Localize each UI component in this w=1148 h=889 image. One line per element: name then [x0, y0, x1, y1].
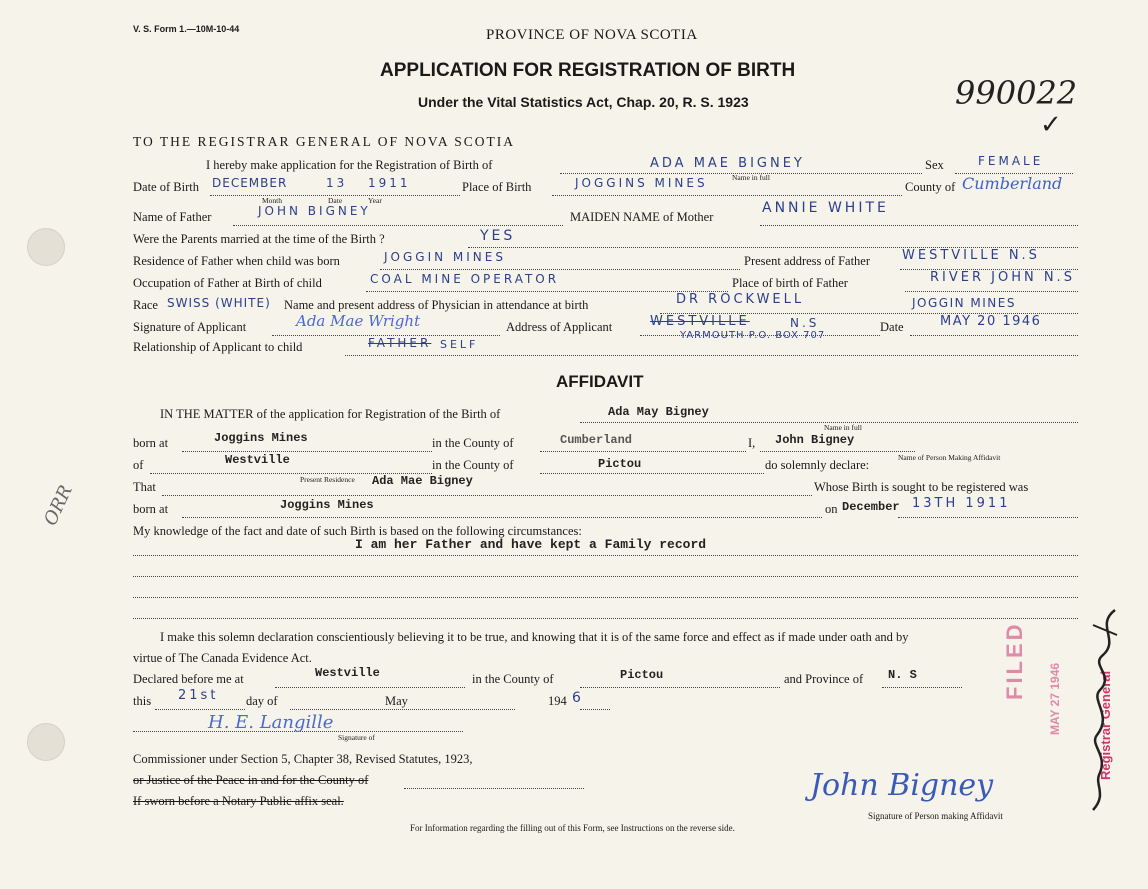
declarant-caption: Name of Person Making Affidavit — [898, 453, 1001, 462]
declared-month: May — [385, 694, 408, 708]
page-title: APPLICATION FOR REGISTRATION OF BIRTH — [380, 60, 796, 81]
residence-value: JOGGIN MINES — [384, 250, 506, 264]
county-value-2: Pictou — [598, 457, 642, 471]
commissioner-line: Commissioner under Section 5, Chapter 38, Revised Statutes, 1923, — [133, 752, 473, 766]
filed-stamp: FILED — [1002, 621, 1027, 700]
declare-label: do solemnly declare: — [765, 458, 870, 472]
dob-label: Date of Birth — [133, 180, 199, 194]
margin-note: ORR — [40, 482, 77, 529]
name-in-full-caption: Name in full — [732, 173, 770, 182]
stamp-date: MAY 27 1946 — [1048, 662, 1062, 735]
sex-value: FEMALE — [978, 154, 1044, 168]
born-at-value-2: Joggins Mines — [280, 498, 374, 512]
vertical-signature-mark — [1085, 605, 1125, 815]
occupation-value: COAL MINE OPERATOR — [370, 272, 560, 286]
place-of-birth-label: Place of Birth — [462, 180, 532, 194]
declarant-signature-caption: Signature of Person making Affidavit — [868, 811, 1003, 821]
commissioner-signature: H. E. Langille — [208, 712, 334, 733]
year-prefix: 194 — [548, 694, 567, 708]
addressee: TO THE REGISTRAR GENERAL OF NOVA SCOTIA — [133, 134, 516, 149]
year-caption: Year — [368, 196, 382, 205]
on-day-year: 13TH 1911 — [912, 496, 1011, 511]
province-value: N. S — [888, 668, 917, 682]
born-at-label: born at — [133, 436, 169, 450]
province-title: PROVINCE OF NOVA SCOTIA — [486, 27, 698, 43]
county-label: County of — [905, 180, 956, 194]
county-value: Cumberland — [962, 174, 1063, 193]
born-at-value: Joggins Mines — [214, 431, 308, 445]
relationship-struck: FATHER — [368, 336, 432, 350]
physician-label: Name and present address of Physician in attendance at birth — [284, 298, 589, 312]
dob-month: DECEMBER — [212, 176, 288, 190]
that-label: That — [133, 480, 156, 494]
declared-county-label: in the County of — [472, 672, 554, 686]
registration-number: 990022 — [955, 74, 1078, 112]
on-month: December — [842, 500, 900, 514]
page-subtitle: Under the Vital Statistics Act, Chap. 20, R. S. 1923 — [418, 94, 749, 110]
date-label: Date — [880, 320, 904, 334]
mother-name: ANNIE WHITE — [762, 200, 889, 216]
that-name: Ada Mae Bigney — [372, 474, 473, 488]
declarant-name: John Bigney — [775, 433, 855, 447]
notary-line — [133, 794, 344, 809]
of-label: of — [133, 458, 144, 472]
signature-label: Signature of Applicant — [133, 320, 247, 334]
occupation-label: Occupation of Father at Birth of child — [133, 276, 322, 290]
residence-label: Residence of Father when child was born — [133, 254, 340, 268]
physician-name: DR ROCKWELL — [676, 292, 805, 307]
on-label: on — [825, 502, 838, 516]
applicant-signature: Ada Mae Wright — [296, 312, 421, 330]
matter-label: IN THE MATTER of the application for Registration of the Birth of — [160, 407, 501, 421]
mother-label: MAIDEN NAME of Mother — [570, 210, 714, 224]
matter-name: Ada May Bigney — [608, 405, 709, 419]
whose-label: Whose Birth is sought to be registered was — [814, 480, 1029, 494]
applicant-address-line2: YARMOUTH P.O. BOX 707 — [680, 330, 826, 341]
justice-line — [133, 773, 368, 788]
affidavit-heading: AFFIDAVIT — [556, 372, 644, 391]
applicant-address-province: N.S — [790, 316, 820, 330]
declaration-line-1: I make this solemn declaration conscientiously believing it to be true, and knowing that it is of the same force and effect as if made under oath and by — [160, 630, 909, 644]
residence-value-aff: Westville — [225, 453, 290, 467]
applicant-address-struck: WESTVILLE — [650, 314, 750, 329]
father-name: JOHN BIGNEY — [258, 204, 371, 218]
i-label: I, — [748, 436, 756, 450]
father-label: Name of Father — [133, 210, 212, 224]
footer-note: For Information regarding the filling out of this Form, see Instructions on the reverse side. — [410, 823, 735, 833]
affidavit-name-caption: Name in full — [824, 423, 862, 432]
applicant-address-label: Address of Applicant — [506, 320, 613, 334]
punch-hole-top — [27, 228, 65, 266]
punch-hole-bottom — [27, 723, 65, 761]
married-label: Were the Parents married at the time of the Birth ? — [133, 232, 385, 246]
date-caption: Date — [328, 196, 343, 205]
child-name: ADA MAE BIGNEY — [650, 156, 805, 171]
present-address-label: Present address of Father — [744, 254, 871, 268]
dob-year: 1911 — [368, 176, 411, 190]
notary-line-text: If sworn before a Notary Public affix seal. — [133, 794, 344, 808]
residence-caption: Present Residence — [300, 475, 355, 484]
day-of-label: day of — [246, 694, 278, 708]
married-value: YES — [480, 228, 516, 244]
month-caption: Month — [262, 196, 283, 205]
dob-date: 13 — [326, 176, 348, 190]
relationship-label: Relationship of Applicant to child — [133, 340, 303, 354]
born-at-label-2: born at — [133, 502, 169, 516]
race-label: Race — [133, 298, 158, 312]
county-value-1: Cumberland — [560, 433, 633, 447]
intro-label: I hereby make application for the Registration of Birth of — [206, 158, 493, 172]
place-of-birth: JOGGINS MINES — [575, 176, 708, 190]
father-birthplace-label: Place of birth of Father — [732, 276, 848, 290]
this-day: 21st — [178, 688, 219, 703]
county-label-2: in the County of — [432, 458, 514, 472]
physician-address: JOGGIN MINES — [912, 296, 1016, 310]
justice-line-text: or Justice of the Peace in and for the County of — [133, 773, 369, 787]
check-mark: ✓ — [1040, 110, 1062, 139]
province-label: and Province of — [784, 672, 864, 686]
declared-county: Pictou — [620, 668, 664, 682]
present-address: WESTVILLE N.S — [902, 248, 1040, 263]
knowledge-label: My knowledge of the fact and date of such Birth is based on the following circumstances: — [133, 524, 582, 538]
sex-label: Sex — [925, 158, 944, 172]
declarant-signature: John Bigney — [810, 768, 994, 803]
race-value: SWISS (WHITE) — [167, 296, 271, 310]
circumstances: I am her Father and have kept a Family record — [355, 537, 707, 552]
relationship-value: SELF — [440, 338, 479, 351]
year-digit: 6 — [572, 690, 584, 706]
application-date: MAY 20 1946 — [940, 314, 1042, 329]
form-code: V. S. Form 1.—10M-10-44 — [133, 24, 240, 34]
signature-of-caption: Signature of — [338, 733, 375, 742]
declaration-line-2: virtue of The Canada Evidence Act. — [133, 651, 312, 665]
declared-label: Declared before me at — [133, 672, 244, 686]
county-label-1: in the County of — [432, 436, 514, 450]
stamp-office: Registrar General — [1098, 670, 1113, 780]
father-birthplace: RIVER JOHN N.S — [930, 270, 1075, 285]
this-label: this — [133, 694, 152, 708]
declared-at: Westville — [315, 666, 380, 680]
